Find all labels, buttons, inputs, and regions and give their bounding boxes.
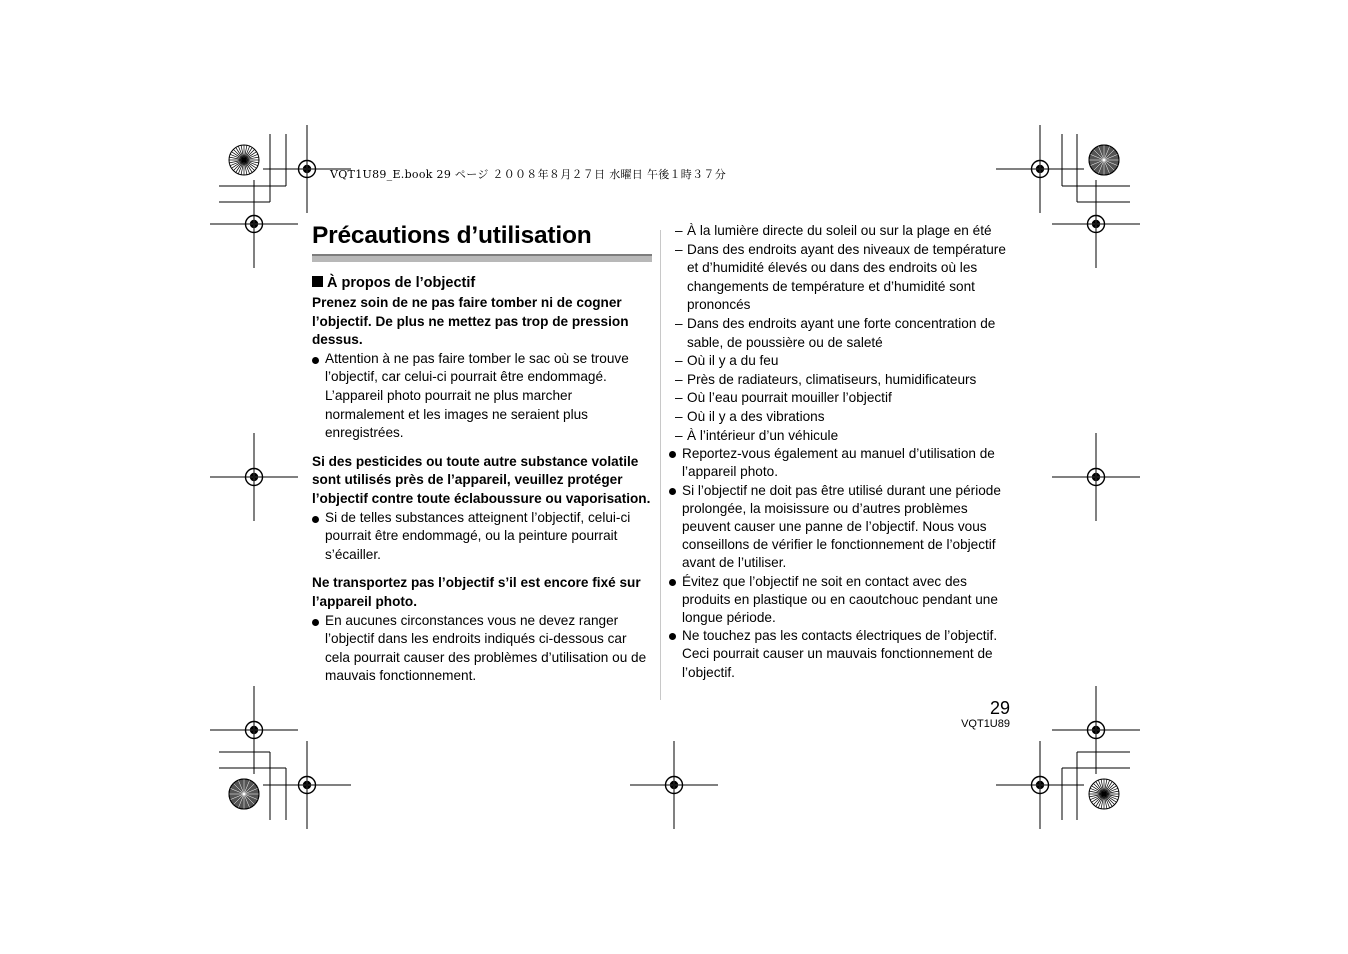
bullet-text: Si de telles substances atteignent l’objectif, celui-ci pourrait être endommagé, ou la peinture pourrait s’écailler.: [325, 509, 631, 562]
dash-item: – À la lumière directe du soleil ou sur la plage en été: [675, 223, 992, 238]
bullet-item-1: [312, 350, 654, 443]
dash-item-text: Dans des endroits ayant des niveaux de température et d’humidité élevés ou dans des endroits où les changements de température et d’humidité sont prononcés: [687, 241, 1006, 313]
bullet-dot-icon: [669, 488, 676, 495]
right-column: [668, 222, 1013, 682]
dash-item-text: Dans des endroits ayant une forte concentration de sable, de poussière ou de saleté: [687, 315, 996, 350]
dash-item: – Dans des endroits ayant des niveaux de température et d’humidité élevés ou dans des endroits où les changements de température et d’humidité sont prononcés: [675, 241, 1006, 313]
dash-item: – Où il y a des vibrations: [675, 408, 825, 424]
section-heading-text: À propos de l’objectif: [327, 275, 476, 291]
bullet-dot-icon: [669, 451, 676, 458]
dash-item-text: Où l’eau pourrait mouiller l’objectif: [687, 390, 892, 406]
bullet-item-3: [312, 612, 654, 686]
title-underline: [312, 254, 652, 262]
bullet-text: Attention à ne pas faire tomber le sac où se trouve l’objectif, car celui-ci pourrait être endommagé. L’appareil photo pourrait ne plus marcher normalement et les images ne seraient plus enregistrées.: [325, 350, 629, 441]
dash-item: – Où il y a du feu: [675, 353, 779, 369]
print-header-line: VQT1U89_E.book 29 ページ ２００８年８月２７日 水曜日 午後１時３７分: [330, 168, 727, 181]
black-square-icon: [312, 276, 323, 287]
dash-item: – À l’intérieur d’un véhicule: [675, 427, 839, 443]
right-bullet-item: [668, 482, 1013, 573]
page-title: Précautions d’utilisation: [312, 222, 592, 249]
bullet-item-2: [312, 509, 654, 565]
right-bullet-text: Si l’objectif ne doit pas être utilisé durant une période prolongée, la moisissure ou d’autres problèmes peuvent causer une panne de l’objectif. Nous vous conseillons de vérifier le fonctionnement de l’objectif avant de l’utiliser.: [682, 482, 1001, 571]
right-bullet-item: [668, 445, 1013, 481]
dash-item-text: À la lumière directe du soleil ou sur la plage en été: [687, 223, 992, 238]
bullet-dot-icon: [312, 357, 319, 364]
bullet-dot-icon: [312, 516, 319, 523]
bullet-dot-icon: [669, 579, 676, 586]
bullet-dot-icon: [312, 619, 319, 626]
right-bullet-item: [668, 627, 1013, 682]
dash-item-text: Où il y a des vibrations: [687, 408, 825, 424]
right-bullet-text: Reportez-vous également au manuel d’utilisation de l’appareil photo.: [682, 446, 995, 480]
dash-item-text: Où il y a du feu: [687, 353, 779, 369]
bullet-dot-icon: [669, 633, 676, 640]
dash-item: – Près de radiateurs, climatiseurs, humidificateurs: [675, 371, 977, 387]
right-bullet-item: [668, 573, 1013, 628]
section-heading: [312, 273, 654, 293]
dash-item-text: À l’intérieur d’un véhicule: [687, 427, 839, 443]
dash-item-text: Près de radiateurs, climatiseurs, humidificateurs: [687, 371, 977, 387]
warning-bold-3: Ne transportez pas l’objectif s’il est encore fixé sur l’appareil photo.: [312, 575, 641, 609]
bullet-text: En aucunes circonstances vous ne devez ranger l’objectif dans les endroits indiqués ci-dessous car cela pourrait causer des problèmes d’utilisation ou de mauvais fonctionnement.: [325, 612, 647, 684]
warning-bold-1: Prenez soin de ne pas faire tomber ni de cogner l’objectif. De plus ne mettez pas trop de pression dessus.: [312, 295, 629, 348]
column-divider: [660, 230, 661, 700]
page-number: 29: [989, 698, 1010, 718]
right-bullet-text: Évitez que l’objectif ne soit en contact avec des produits en plastique ou en caoutchouc pendant une longue période.: [682, 573, 998, 625]
dash-item: – Dans des endroits ayant une forte concentration de sable, de poussière ou de saleté: [675, 315, 996, 350]
dash-item: – Où l’eau pourrait mouiller l’objectif: [675, 390, 892, 406]
warning-bold-2: Si des pesticides ou toute autre substance volatile sont utilisés près de l’appareil, veuillez protéger l’objectif contre toute éclaboussure ou vaporisation.: [312, 453, 651, 506]
right-bullet-text: Ne touchez pas les contacts électriques de l’objectif. Ceci pourrait causer un mauvais fonctionnement de l’objectif.: [682, 628, 998, 680]
document-code: VQT1U89: [961, 718, 1010, 730]
left-column: [312, 221, 654, 686]
